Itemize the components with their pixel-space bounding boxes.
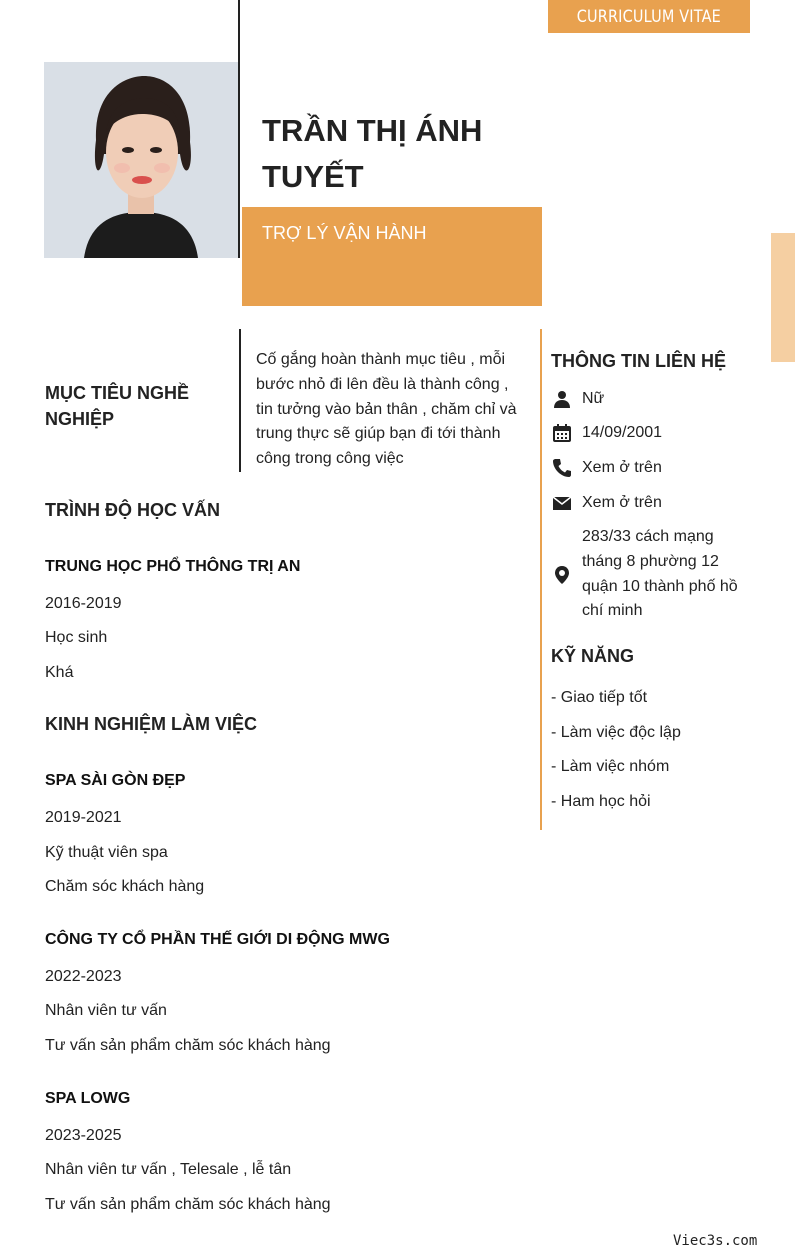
education-years: 2016-2019 xyxy=(45,595,122,612)
skill-item: - Làm việc nhóm xyxy=(551,758,670,775)
experience-company: CÔNG TY CỔ PHẦN THẾ GIỚI DI ĐỘNG MWG xyxy=(45,931,390,948)
phone-value: Xem ở trên xyxy=(582,459,662,476)
experience-years: 2022-2023 xyxy=(45,968,122,985)
education-school: TRUNG HỌC PHỔ THÔNG TRỊ AN xyxy=(45,558,301,575)
objective-heading: MỤC TIÊU NGHỀ NGHIỆP xyxy=(45,383,189,429)
contact-email xyxy=(551,491,662,516)
gender-value: Nữ xyxy=(582,390,605,407)
experience-years: 2019-2021 xyxy=(45,809,122,826)
skill-item: - Giao tiếp tốt xyxy=(551,689,648,706)
experience-desc: Tư vấn sản phẩm chăm sóc khách hàng xyxy=(45,1196,331,1213)
contact-gender xyxy=(551,387,604,412)
job-title-box xyxy=(242,207,542,306)
envelope-icon xyxy=(551,492,573,514)
experience-position: Kỹ thuật viên spa xyxy=(45,844,168,861)
experience-company: SPA LOWG xyxy=(45,1090,131,1107)
experience-company: SPA SÀI GÒN ĐẸP xyxy=(45,772,186,789)
objective-text: Cố gắng hoàn thành mục tiêu , mỗi bước nhỏ đi lên đều là thành công , tin tưởng vào bản thân , chăm chỉ và trung thực sẽ giúp bạn đi tới thành công trong công việc xyxy=(256,351,517,468)
experience-heading: KINH NGHIỆM LÀM VIỆC xyxy=(45,714,258,734)
phone-icon xyxy=(551,457,573,479)
experience-desc: Chăm sóc khách hàng xyxy=(45,878,205,895)
contact-dob xyxy=(551,421,662,446)
contact-address xyxy=(551,525,756,624)
dob-value: 14/09/2001 xyxy=(582,424,663,441)
cv-banner: CURRICULUM VITAE xyxy=(548,0,750,33)
job-title: TRỢ LÝ VẬN HÀNH xyxy=(262,223,427,243)
education-heading: TRÌNH ĐỘ HỌC VẤN xyxy=(45,500,220,520)
experience-desc: Tư vấn sản phẩm chăm sóc khách hàng xyxy=(45,1037,331,1054)
address-value: 283/33 cách mạng tháng 8 phường 12 quận 10 thành phố hồ chí minh xyxy=(582,528,738,620)
right-column-divider xyxy=(540,329,542,830)
full-name: TRẦN THỊ ÁNH TUYẾT xyxy=(262,113,483,194)
education-role: Học sinh xyxy=(45,629,108,646)
email-value: Xem ở trên xyxy=(582,494,662,511)
experience-position: Nhân viên tư vấn xyxy=(45,1002,167,1019)
experience-position: Nhân viên tư vấn , Telesale , lễ tân xyxy=(45,1161,292,1178)
profile-photo xyxy=(44,62,238,258)
person-icon xyxy=(551,388,573,410)
divider-line xyxy=(238,0,240,258)
footer-watermark: Viec3s.com xyxy=(673,1233,758,1249)
objective-divider xyxy=(239,329,241,472)
education-grade: Khá xyxy=(45,664,74,681)
skill-item: - Làm việc độc lập xyxy=(551,724,681,741)
calendar-icon xyxy=(551,422,573,444)
contact-heading: THÔNG TIN LIÊN HỆ xyxy=(551,351,726,371)
side-tab xyxy=(771,233,795,362)
contact-phone xyxy=(551,456,662,481)
location-pin-icon xyxy=(551,564,573,586)
experience-years: 2023-2025 xyxy=(45,1127,122,1144)
skill-item: - Ham học hỏi xyxy=(551,793,651,810)
skills-heading: KỸ NĂNG xyxy=(551,646,635,666)
